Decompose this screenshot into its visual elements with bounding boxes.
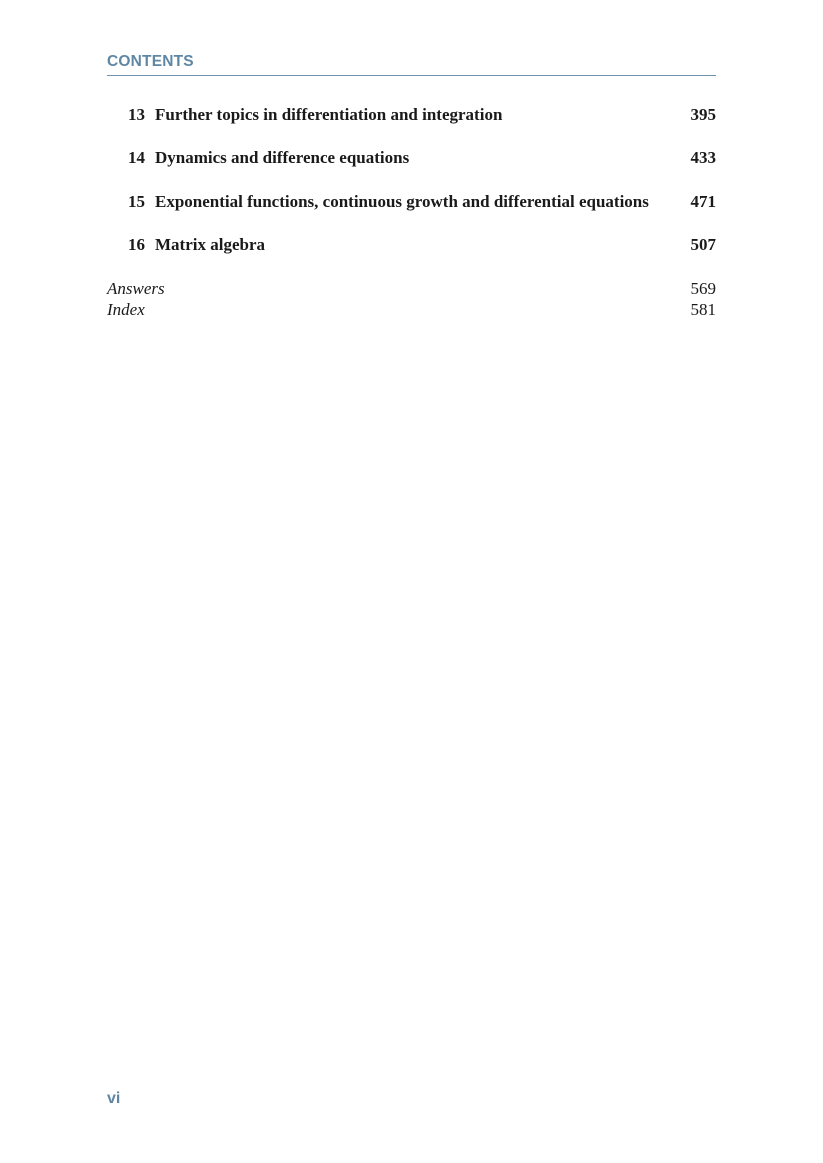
chapter-title: Exponential functions, continuous growth and differential equations: [155, 191, 649, 211]
chapter-number: 13: [128, 105, 145, 124]
chapter-title: Dynamics and difference equations: [155, 148, 410, 168]
chapter-number: 16: [128, 234, 145, 254]
back-matter-page-number: 569: [690, 279, 716, 298]
toc-entry-chapter-15[interactable]: [107, 187, 716, 211]
page-title: CONTENTS: [107, 53, 194, 70]
toc-chapter-list: [107, 100, 716, 273]
toc-back-matter-list: [107, 278, 716, 320]
chapter-page-number: 507: [690, 234, 716, 254]
toc-entry-chapter-13[interactable]: [107, 100, 716, 124]
chapter-title: Further topics in differentiation and integration: [155, 105, 503, 124]
toc-entry-index[interactable]: [107, 299, 716, 320]
chapter-page-number: 395: [690, 105, 716, 124]
back-matter-title: Answers: [107, 279, 165, 298]
back-matter-page-number: 581: [690, 300, 716, 319]
chapter-page-number: 471: [690, 191, 716, 211]
page-folio: vi: [107, 1090, 121, 1107]
toc-entry-chapter-16[interactable]: [107, 230, 716, 254]
chapter-page-number: 433: [690, 148, 716, 168]
toc-entry-chapter-14[interactable]: [107, 143, 716, 168]
chapter-title: Matrix algebra: [155, 234, 265, 254]
chapter-number: 15: [128, 191, 145, 211]
chapter-number: 14: [128, 148, 145, 168]
back-matter-title: Index: [107, 300, 145, 319]
running-head: [107, 52, 716, 76]
toc-entry-answers[interactable]: [107, 278, 716, 299]
